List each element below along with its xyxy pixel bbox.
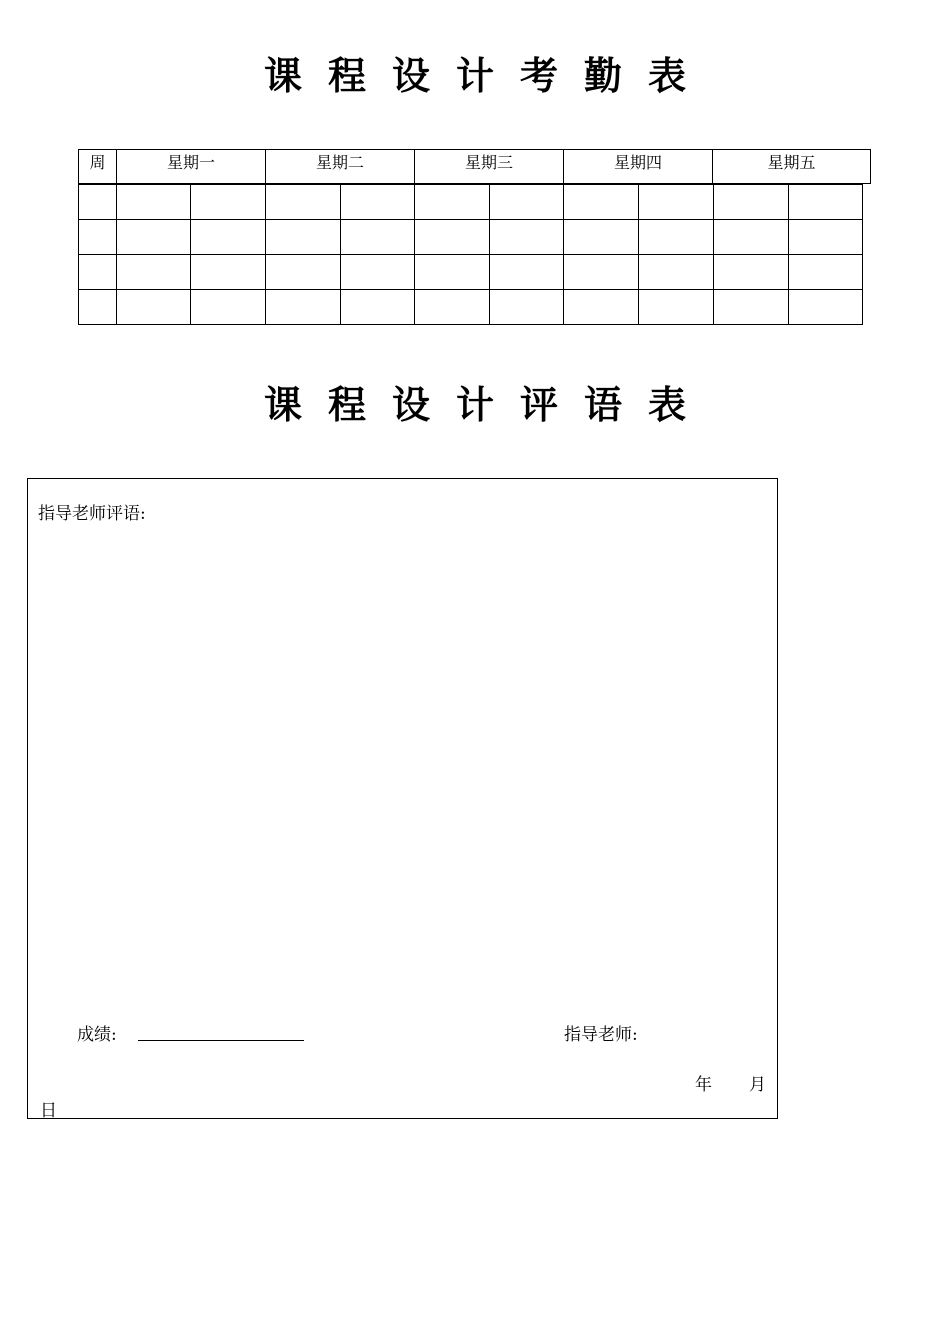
attendance-cell[interactable]	[265, 289, 341, 325]
attendance-cell[interactable]	[713, 289, 789, 325]
attendance-title: 课程设计考勤表	[263, 54, 712, 98]
week-cell[interactable]	[78, 219, 117, 255]
attendance-cell[interactable]	[563, 184, 639, 220]
attendance-cell[interactable]	[489, 289, 564, 325]
attendance-cell[interactable]	[116, 184, 191, 220]
grade-blank-line[interactable]	[138, 1040, 304, 1041]
attendance-cell[interactable]	[116, 219, 191, 255]
day-label: 日	[40, 1101, 57, 1121]
month-label: 月	[749, 1075, 766, 1095]
attendance-cell[interactable]	[563, 289, 639, 325]
attendance-cell[interactable]	[265, 254, 341, 290]
attendance-cell[interactable]	[190, 184, 266, 220]
attendance-cell[interactable]	[638, 184, 714, 220]
header-tuesday: 星期二	[265, 149, 415, 184]
review-box	[27, 478, 778, 1119]
attendance-cell[interactable]	[265, 184, 341, 220]
week-cell[interactable]	[78, 289, 117, 325]
attendance-cell[interactable]	[340, 289, 415, 325]
header-monday: 星期一	[116, 149, 266, 184]
attendance-cell[interactable]	[489, 184, 564, 220]
attendance-cell[interactable]	[414, 184, 490, 220]
attendance-cell[interactable]	[265, 219, 341, 255]
attendance-cell[interactable]	[713, 254, 789, 290]
attendance-cell[interactable]	[788, 184, 863, 220]
week-cell[interactable]	[78, 184, 117, 220]
attendance-cell[interactable]	[489, 219, 564, 255]
attendance-cell[interactable]	[638, 254, 714, 290]
year-label: 年	[695, 1075, 712, 1095]
attendance-cell[interactable]	[190, 254, 266, 290]
attendance-cell[interactable]	[116, 289, 191, 325]
attendance-cell[interactable]	[414, 289, 490, 325]
review-title: 课程设计评语表	[263, 383, 712, 427]
attendance-cell[interactable]	[414, 254, 490, 290]
attendance-cell[interactable]	[190, 289, 266, 325]
attendance-cell[interactable]	[788, 289, 863, 325]
comment-label: 指导老师评语:	[38, 504, 146, 524]
attendance-cell[interactable]	[190, 219, 266, 255]
attendance-cell[interactable]	[788, 254, 863, 290]
header-week: 周	[78, 149, 117, 184]
teacher-label: 指导老师:	[564, 1025, 638, 1045]
attendance-cell[interactable]	[340, 219, 415, 255]
attendance-cell[interactable]	[116, 254, 191, 290]
header-friday: 星期五	[712, 149, 871, 184]
attendance-cell[interactable]	[788, 219, 863, 255]
week-cell[interactable]	[78, 254, 117, 290]
attendance-cell[interactable]	[713, 219, 789, 255]
attendance-cell[interactable]	[713, 184, 789, 220]
attendance-cell[interactable]	[638, 289, 714, 325]
attendance-cell[interactable]	[563, 219, 639, 255]
attendance-cell[interactable]	[563, 254, 639, 290]
attendance-cell[interactable]	[638, 219, 714, 255]
attendance-cell[interactable]	[489, 254, 564, 290]
header-wednesday: 星期三	[414, 149, 564, 184]
attendance-cell[interactable]	[340, 184, 415, 220]
grade-label: 成绩:	[77, 1025, 117, 1045]
header-thursday: 星期四	[563, 149, 713, 184]
attendance-cell[interactable]	[340, 254, 415, 290]
attendance-cell[interactable]	[414, 219, 490, 255]
